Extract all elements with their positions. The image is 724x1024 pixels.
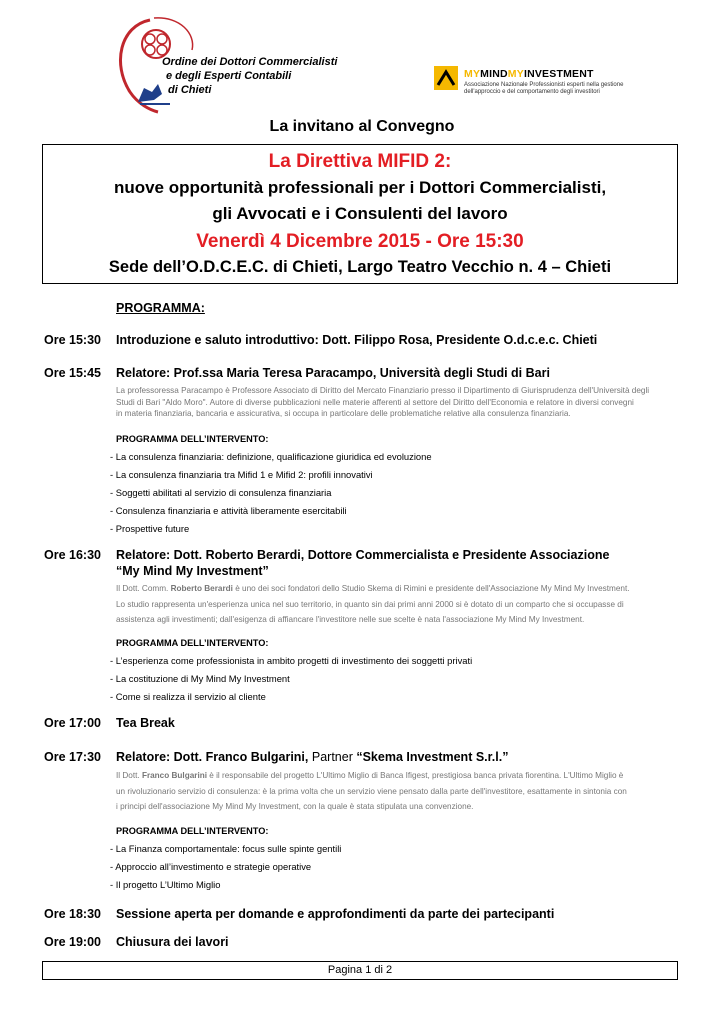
list-item: - Come si realizza il servizio al cliente: [110, 691, 266, 702]
time-1700: Ore 17:00: [44, 716, 101, 730]
item-1630-desc: Il Dott. Comm. Roberto Berardi è uno dei soci fondatori dello Studio Skema di Rimini e presidente dell'Associazione My Mind My Investment. Lo studio rappresenta un'esperienza unica nel suo territorio, in quanto sin dai primi anni 2000 si è dotato di un comparto che si occupasse di assistenza agli investimenti; dall'esigenza di affiancare l'investitore nelle sue scelte è nata l'associazione My Mind My Investment.: [116, 584, 630, 624]
time-1530: Ore 15:30: [44, 333, 101, 347]
time-1630: Ore 16:30: [44, 548, 101, 562]
item-1545-title: Relatore: Prof.ssa Maria Teresa Paracampo, Università degli Studi di Bari: [116, 366, 550, 380]
mmmi-logo: [434, 66, 664, 106]
item-1630-title: Relatore: Dott. Roberto Berardi, Dottore Commercialista e Presidente Associazione: [116, 548, 610, 562]
list-item: - La consulenza finanziaria tra Mifid 1 e Mifid 2: profili innovativi: [110, 469, 373, 480]
time-1545: Ore 15:45: [44, 366, 101, 380]
odcec-line-3: di Chieti: [168, 84, 212, 96]
mmmi-subtitle-2: dell'approccio e del comportamento degli investitori: [464, 89, 600, 95]
odcec-line-1: Ordine dei Dottori Commercialisti: [162, 56, 338, 68]
program-heading: PROGRAMMA:: [116, 301, 205, 315]
item-1630-title-line2: “My Mind My Investment”: [116, 564, 269, 578]
list-item: - Approccio all’investimento e strategie operative: [110, 861, 312, 872]
event-title: La Direttiva MIFID 2:: [268, 151, 452, 172]
list-item: - L’esperienza come professionista in ambito progetti di investimento dei soggetti privati: [110, 655, 473, 666]
item-1730-title: Relatore: Dott. Franco Bulgarini, Partner “Skema Investment S.r.l.”: [116, 750, 509, 764]
item-1900-title: Chiusura dei lavori: [116, 935, 229, 949]
mmmi-subtitle-1: Associazione Nazionale Professionisti esperti nella gestione: [464, 82, 624, 88]
item-1530-title: Introduzione e saluto introduttivo: Dott. Filippo Rosa, Presidente O.d.c.e.c. Chieti: [116, 333, 598, 347]
list-item: - La consulenza finanziaria: definizione, qualificazione giuridica ed evoluzione: [110, 451, 432, 462]
list-item: - La costituzione di My Mind My Investment: [110, 673, 290, 684]
item-1545-subheading: PROGRAMMA DELL’INTERVENTO:: [116, 434, 269, 444]
list-item: - Soggetti abilitati al servizio di consulenza finanziaria: [110, 487, 332, 498]
event-subtitle-1: nuove opportunità professionali per i Dottori Commercialisti,: [113, 178, 607, 197]
item-1730-desc: Il Dott. Franco Bulgarini è il responsabile del progetto L'Ultimo Miglio di Banca Ifigest, prestigiosa banca privata fiorentina. L'Ultimo Miglio è un rivoluzionario servizio di consulenza: è la prima volta che un servizio viene pensato dalla parte dell'investitore, esattamente in sintonia con i principi dell'associazione My Mind My Investment, con la quale è stata stipulata una convenzione.: [116, 771, 627, 811]
mmmi-emblem-icon: [434, 66, 458, 90]
list-item: - Consulenza finanziaria e attività liberamente esercitabili: [110, 505, 347, 516]
item-1730-subheading: PROGRAMMA DELL’INTERVENTO:: [116, 826, 269, 836]
event-venue: Sede dell’O.D.C.E.C. di Chieti, Largo Teatro Vecchio n. 4 – Chieti: [108, 258, 612, 276]
time-1900: Ore 19:00: [44, 935, 101, 949]
item-1700-title: Tea Break: [116, 716, 175, 730]
list-item: - Il progetto L’Ultimo Miglio: [110, 879, 221, 890]
event-date: Venerdì 4 Dicembre 2015 - Ore 15:30: [196, 231, 524, 252]
item-1630-subheading: PROGRAMMA DELL’INTERVENTO:: [116, 638, 269, 648]
item-1830-title: Sessione aperta per domande e approfondimenti da parte dei partecipanti: [116, 907, 555, 921]
page-footer: Pagina 1 di 2: [42, 961, 678, 980]
odcec-logo: [110, 14, 370, 114]
mmmi-wordmark: MYMINDMYINVESTMENT: [464, 68, 594, 80]
list-item: - Prospettive future: [110, 523, 190, 534]
invite-heading: La invitano al Convegno: [269, 118, 455, 135]
odcec-line-2: e degli Esperti Contabili: [166, 70, 292, 82]
list-item: - La Finanza comportamentale: focus sulle spinte gentili: [110, 843, 342, 854]
time-1830: Ore 18:30: [44, 907, 101, 921]
event-subtitle-2: gli Avvocati e i Consulenti del lavoro: [212, 204, 508, 223]
time-1730: Ore 17:30: [44, 750, 101, 764]
title-box: [42, 144, 678, 284]
item-1545-desc: La professoressa Paracampo è Professore Associato di Diritto del Mercato Finanziario presso il Dipartimento di Giurisprudenza dell'Università degli Studi di Bari "Aldo Moro". Autore di diverse pubblicazioni nelle materie afferenti al settore del Diritto dell'Economia e relatore in diversi convegni in materia finanziaria, bancaria e assicurativa, si occupa in particolare delle problematiche relative alla consulenza finanziaria.: [116, 386, 650, 419]
